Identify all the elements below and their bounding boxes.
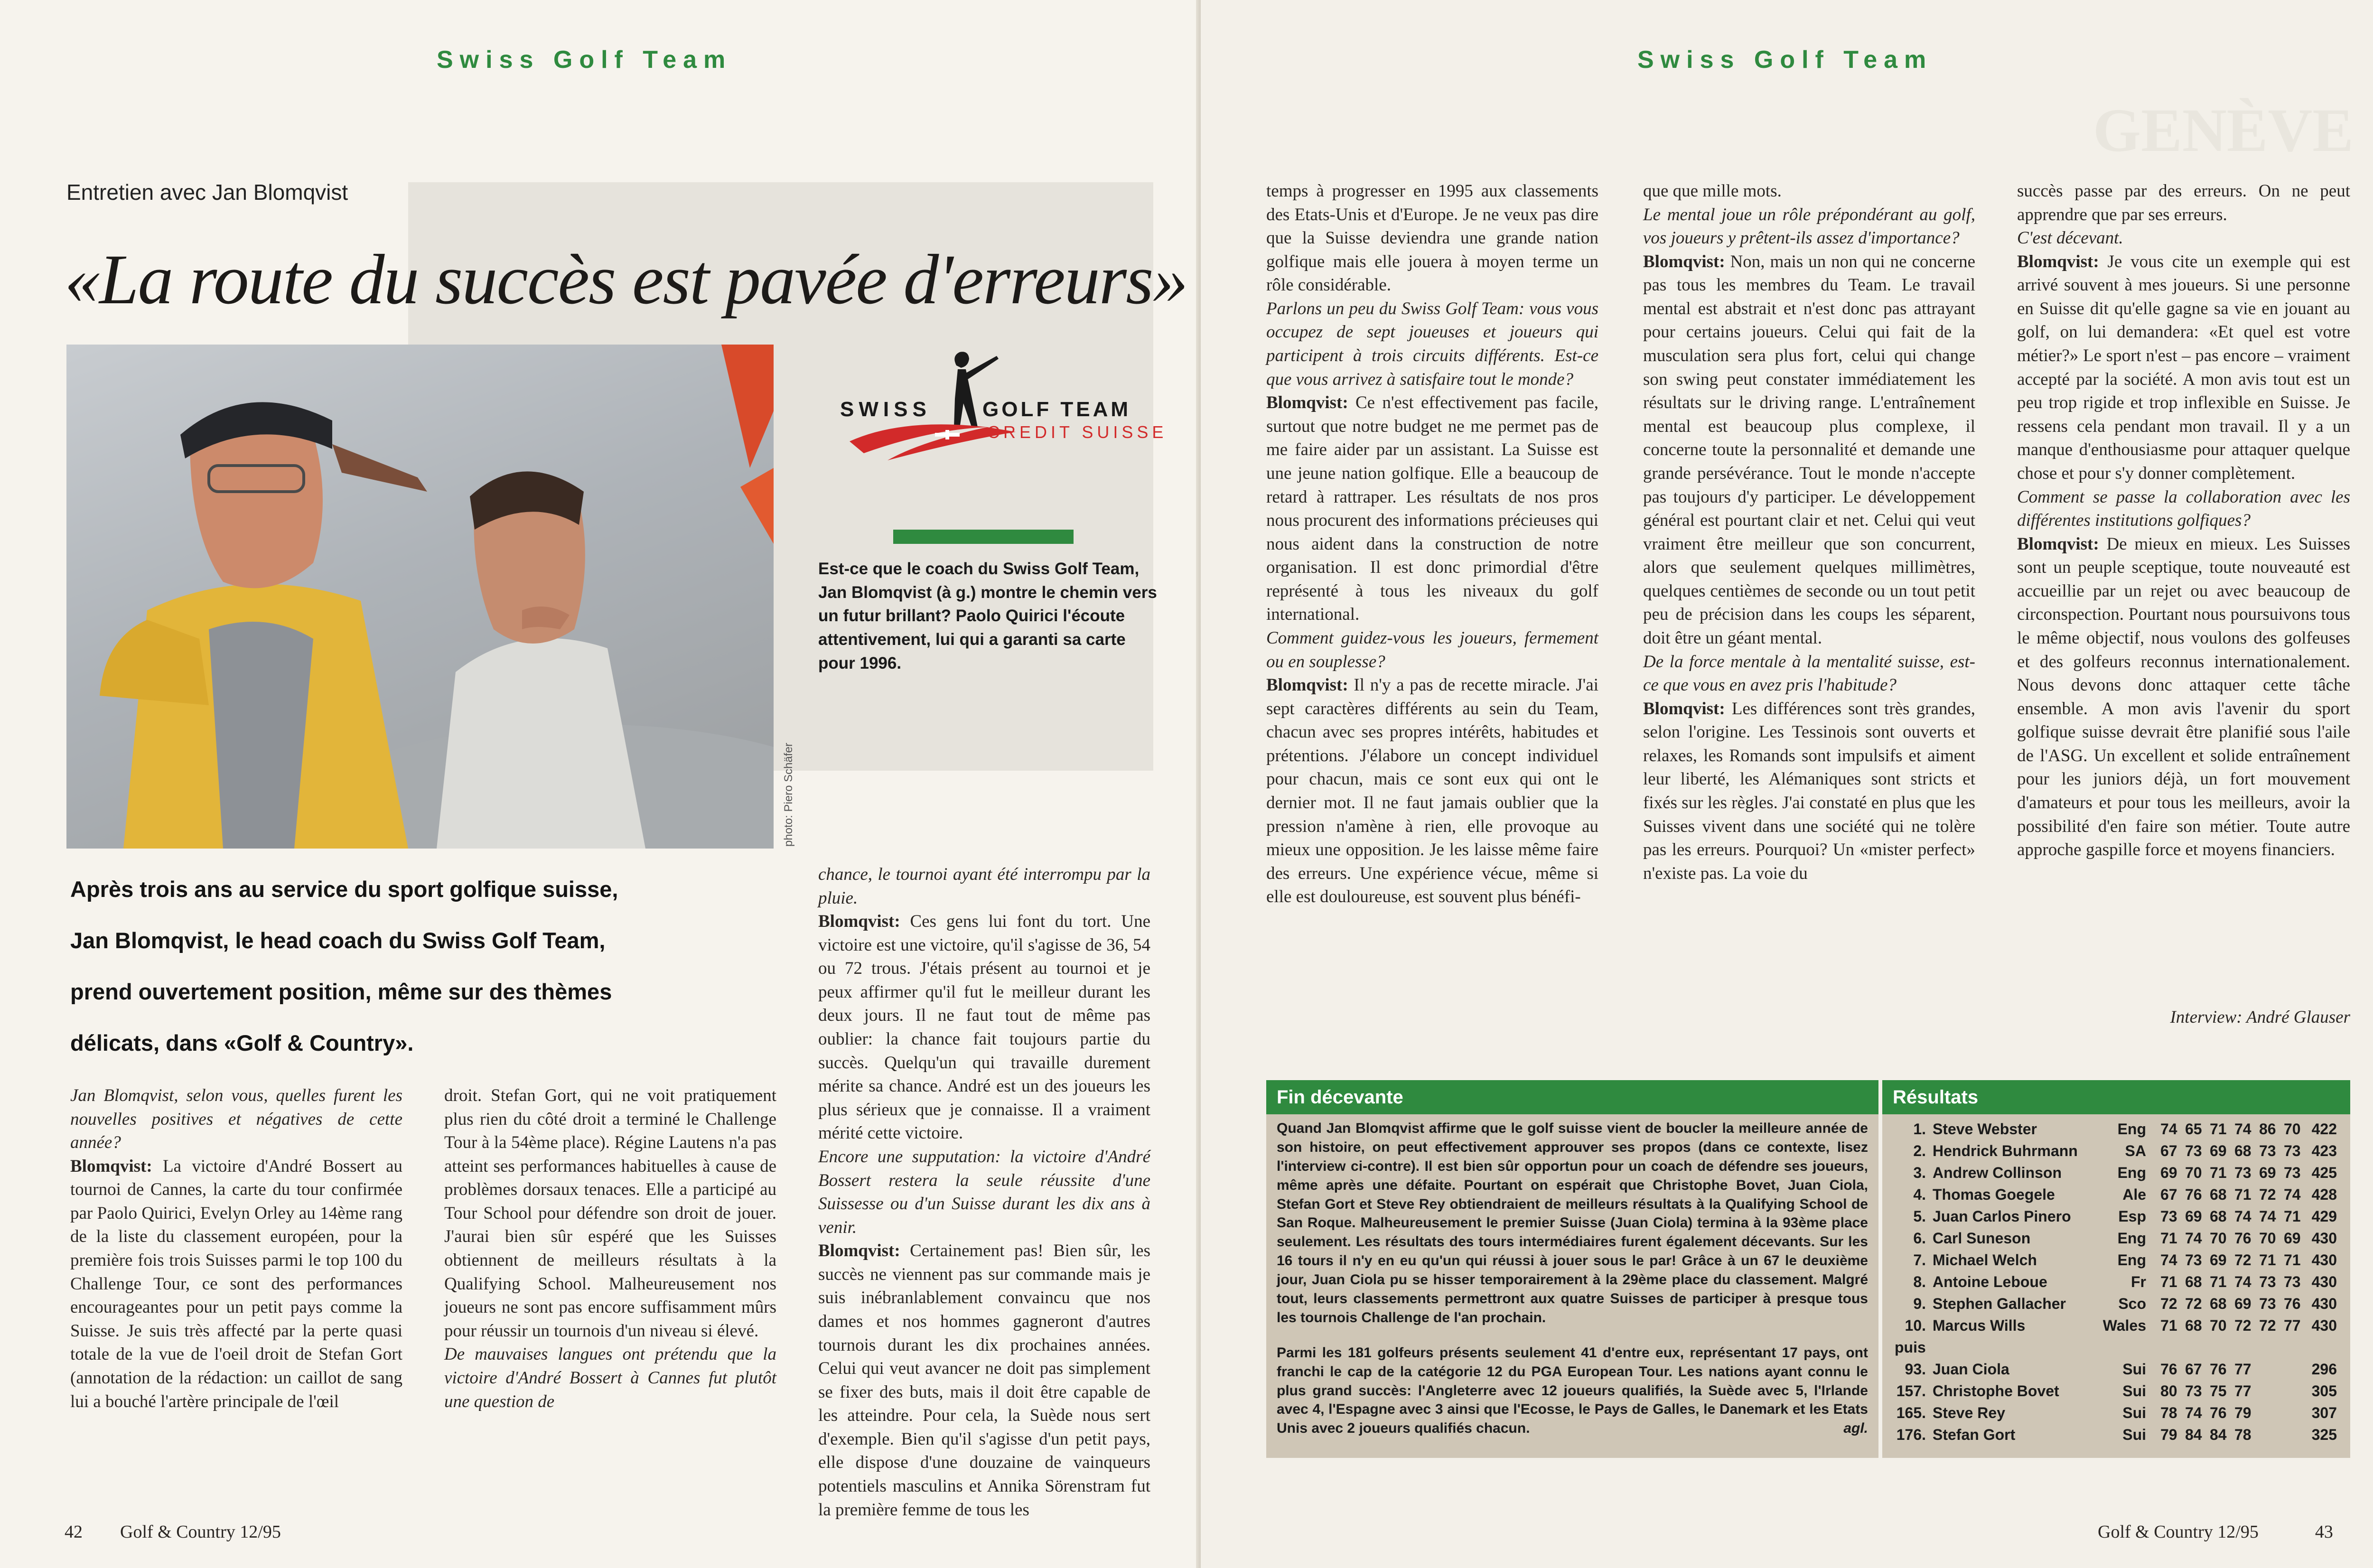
separator-label: puis [1895, 1338, 1926, 1356]
footer-left [65, 1521, 281, 1542]
speaker-label: Blomqvist: [1266, 393, 1348, 413]
round-score: 71 [2210, 1273, 2227, 1290]
interview-question: Parlons un peu du Swiss Golf Team: vous vous occupez de sept joueuses et joueurs qui participent à trois circuits différents. Est-ce que vous arrivez à satisfaire tout le monde? [1266, 299, 1598, 389]
round-score: 68 [2185, 1273, 2202, 1290]
logo-text-golf-team: GOLF TEAM [982, 398, 1131, 421]
round-score: 69 [2185, 1207, 2202, 1225]
round-score [2259, 1380, 2284, 1402]
round-score: 71 [2234, 1185, 2252, 1203]
round-score: 73 [2185, 1142, 2202, 1159]
round-score: 74 [2185, 1229, 2202, 1247]
intro-line: Après trois ans au service du sport golfique suisse, [70, 877, 618, 902]
interview-answer [2017, 250, 2350, 485]
round-score: 73 [2259, 1295, 2276, 1312]
total-score: 307 [2311, 1404, 2337, 1421]
round-score: 74 [2160, 1120, 2177, 1138]
photo-caption: Est-ce que le coach du Swiss Golf Team, Jan Blomqvist (à g.) montre le chemin vers un futur brillant? Paolo Quirici l'écoute attentivement, lui qui a garanti sa carte pour 1996. [818, 560, 1157, 672]
article-column-6 [2017, 179, 2350, 862]
sidebar-paragraph: Parmi les 181 golfeurs présents seulement 41 d'entre eux, représentant 17 pays, ont franchi le cap de la catégorie 12 du PGA European Tour. Les nations ayant connu le plus grand succès: l'Angleterre avec 12 joueurs qualifiés, la Suède avec 5, l'Irlande avec 4, l'Espagne avec 3 ainsi que l'Ecosse, le Pays de Galles, le Danemark et les Etats Unis avec 2 joueurs qualifiés chacun. agl. [1277, 1344, 1868, 1438]
table-row [1893, 1315, 2337, 1336]
page-number: 43 [2315, 1522, 2333, 1542]
interview-byline: Interview: André Glauser [2170, 1008, 2350, 1027]
results-table [1893, 1118, 2337, 1446]
total-score: 430 [2311, 1295, 2337, 1312]
interview-question: De mauvaises langues ont prétendu que la victoire d'André Bossert à Cannes fut plutôt une question de [444, 1344, 776, 1411]
round-score: 71 [2284, 1251, 2301, 1269]
nationality: Sui [2122, 1382, 2146, 1400]
rank: 8. [1913, 1273, 1926, 1290]
total-score: 428 [2311, 1185, 2337, 1203]
round-score: 78 [2234, 1426, 2252, 1443]
player-name: Stefan Gort [1933, 1426, 2016, 1443]
sidebar-box [1266, 1080, 1878, 1458]
rank: 5. [1913, 1207, 1926, 1225]
rank: 157. [1896, 1382, 1926, 1400]
round-score: 69 [2210, 1251, 2227, 1269]
round-score: 80 [2160, 1382, 2177, 1400]
nationality: Sui [2122, 1404, 2146, 1421]
section-header: Swiss Golf Team [1637, 46, 1933, 74]
player-name: Stephen Gallacher [1933, 1295, 2066, 1312]
player-name: Steve Webster [1933, 1120, 2037, 1138]
nationality: Eng [2117, 1229, 2146, 1247]
round-score [2284, 1380, 2308, 1402]
round-score: 71 [2259, 1251, 2276, 1269]
interview-answer [2017, 532, 2350, 862]
nationality: Sui [2122, 1360, 2146, 1378]
round-score [2259, 1402, 2284, 1424]
round-score: 67 [2160, 1185, 2177, 1203]
table-row [1893, 1140, 2337, 1162]
swiss-golf-team-logo [835, 346, 1168, 460]
round-score: 71 [2160, 1316, 2177, 1334]
nationality: Wales [2102, 1316, 2146, 1334]
round-score [2284, 1424, 2308, 1446]
round-score: 73 [2185, 1382, 2202, 1400]
answer-text: Ces gens lui font du tort. Une victoire est une victoire, qu'il s'agisse de 36, 54 ou 72 trous. J'étais présent au tournoi et je peux affirmer qu'il fut le meilleur durant les deux jours. Il ne faut tout de même pas oublier: la chance fait toujours partie du succès. Quelqu'un qui travaille durement mérite sa chance. André est un des joueurs les plus sérieux que je connaisse. Il a vraiment mérité cette victoire. [818, 912, 1150, 1143]
round-score: 75 [2210, 1382, 2227, 1400]
round-score: 73 [2259, 1142, 2276, 1159]
article-intro [70, 864, 782, 1069]
rank: 93. [1905, 1360, 1926, 1378]
round-score: 79 [2160, 1426, 2177, 1443]
total-score: 423 [2311, 1142, 2337, 1159]
speaker-label: Blomqvist: [818, 912, 900, 932]
article-column-1 [70, 1084, 402, 1413]
rank: 10. [1905, 1316, 1926, 1334]
table-row [1893, 1293, 2337, 1315]
player-name: Thomas Goegele [1933, 1185, 2055, 1203]
answer-text: De mieux en mieux. Les Suisses sont un peuple sceptique, toute nouveauté est accueillie par un rejet ou avec beaucoup de circonspection. Pourtant nous poursuivons tous le même objectif, nous voulons des golfeuses et des golfeurs reconnus internationalement. Nous devons donc attaquer cette tâche ensemble. A mon avis l'avenir du sport golfique suisse devrait être planifié sous l'aile de l'ASG. Un excellent et solide entraînement pour les juniors déjà, un fort mouvement d'amateurs et pour tous les meilleurs, avoir la possibilité d'en faire son métier. Toute autre approche gaspille force et moyens financiers. [2017, 534, 2350, 860]
interview-answer [1643, 697, 1975, 886]
speaker-label: Blomqvist: [2017, 252, 2099, 271]
nationality: Fr [2131, 1273, 2146, 1290]
table-row [1893, 1358, 2337, 1380]
answer-text: Certainement pas! Bien sûr, les succès ne viennent pas sur commande mais je suis inébranlablement convaincu que nos dames et nos hommes gagneront d'autres tournois durant les dix prochaines années. Celui qui veut avancer ne doit pas simplement se fixer des buts, mais il doit être capable de les atteindre. Pour cela, la Suède nous sert d'exemple. Bien qu'il s'agisse d'un petit pays, elle dispose d'une douzaine de vainqueurs potentiels masculins et Annika Sörenstram fut la première femme de tous les [818, 1241, 1150, 1520]
total-score: 425 [2311, 1164, 2337, 1181]
round-score: 71 [2210, 1164, 2227, 1181]
background-show-through: GENÈVE [2093, 96, 2354, 165]
right-page [1201, 0, 2373, 1568]
intro-line: prend ouvertement position, même sur des thèmes [70, 979, 612, 1005]
sidebar-body [1266, 1114, 1878, 1443]
interview-question: De la force mentale à la mentalité suisse, est-ce que vous en avez pris l'habitude? [1643, 652, 1975, 695]
round-score: 72 [2234, 1251, 2252, 1269]
rank: 4. [1913, 1185, 1926, 1203]
article-column-4 [1266, 179, 1598, 909]
round-score: 68 [2234, 1142, 2252, 1159]
round-score: 70 [2185, 1164, 2202, 1181]
speaker-label: Blomqvist: [818, 1241, 900, 1261]
table-row [1893, 1184, 2337, 1205]
table-row [1893, 1205, 2337, 1227]
answer-text: Non, mais un non qui ne concerne pas tous les membres du Team. Le travail mental est abstrait et n'est donc pas attrayant pour certains joueurs. Celui qui fait de la musculation sera plus fort, celui qui change son swing peut constater immédiatement les résultats sur le driving range. L'entraînement mental est beaucoup plus complexe, il concerne toute la personnalité et demande une grande persévérance. Tout le monde n'accepte pas toujours d'y participer. Le développement général est pourtant clair et net. Celui qui veut vraiment être meilleur que son concurrent, alors que seulement quelques millimètres, quelques centièmes de seconde ou un tout petit peu de précision dans les coups les séparent, doit être un géant mental. [1643, 252, 1975, 648]
round-score: 73 [2259, 1273, 2276, 1290]
player-name: Marcus Wills [1933, 1316, 2026, 1334]
total-score: 429 [2311, 1207, 2337, 1225]
section-header: Swiss Golf Team [437, 46, 732, 74]
player-name: Christophe Bovet [1933, 1382, 2059, 1400]
player-name: Antoine Leboue [1933, 1273, 2047, 1290]
results-title: Résultats [1882, 1080, 2350, 1114]
round-score: 74 [2160, 1251, 2177, 1269]
round-score: 73 [2160, 1207, 2177, 1225]
article-column-2 [444, 1084, 776, 1413]
round-score [2259, 1358, 2284, 1380]
round-score: 78 [2160, 1404, 2177, 1421]
article-paragraph: que que mille mots. [1643, 181, 1782, 201]
interview-answer [1266, 391, 1598, 626]
round-score: 68 [2210, 1185, 2227, 1203]
round-score: 73 [2234, 1164, 2252, 1181]
round-score: 74 [2234, 1120, 2252, 1138]
round-score: 67 [2160, 1142, 2177, 1159]
total-score: 422 [2311, 1120, 2337, 1138]
article-headline: «La route du succès est pavée d'erreurs» [65, 240, 1187, 319]
player-name: Juan Carlos Pinero [1933, 1207, 2071, 1225]
interview-answer [818, 910, 1150, 1145]
round-score: 65 [2185, 1120, 2202, 1138]
round-score: 71 [2160, 1273, 2177, 1290]
interview-question: Encore une supputation: la victoire d'André Bossert restera la seule réussite d'une Suissesse ou d'un Suisse durant les dix ans à venir. [818, 1147, 1150, 1237]
round-score: 74 [2284, 1185, 2301, 1203]
publication-name: Golf & Country 12/95 [120, 1522, 281, 1542]
speaker-label: Blomqvist: [70, 1156, 152, 1176]
round-score: 76 [2185, 1185, 2202, 1203]
table-row [1893, 1336, 2337, 1358]
total-score: 325 [2311, 1426, 2337, 1443]
round-score [2259, 1424, 2284, 1446]
total-score: 430 [2311, 1316, 2337, 1334]
round-score: 74 [2234, 1273, 2252, 1290]
answer-text: Les différences sont très grandes, selon l'origine. Les Tessinois sont ouverts et relaxes, les Romands sont impulsifs et aiment leur liberté, les Alémaniques sont stricts et fixés sur les règles. J'ai constaté en plus que les Suisses vivent dans une société qui ne tolère pas les erreurs. Pourquoi? Un «mister perfect» n'existe pas. La voie du [1643, 699, 1975, 883]
interview-answer [818, 1239, 1150, 1521]
nationality: Eng [2117, 1120, 2146, 1138]
interview-question: Comment guidez-vous les joueurs, fermement ou en souplesse? [1266, 628, 1598, 672]
rank: 176. [1896, 1426, 1926, 1443]
photo-credit: photo: Piero Schäfer [782, 743, 795, 847]
nationality: Ale [2122, 1185, 2146, 1203]
total-score: 430 [2311, 1229, 2337, 1247]
answer-text: La victoire d'André Bossert au tournoi de Cannes, la carte du tour confirmée par Paolo Quirici, Evelyn Orley au 14ème rang de la liste du classement européen, pour la première fois trois Suisses parmi le top 100 du Challenge Tour, ce sont des performances encourageantes pour un petit pays comme la Suisse. Je suis très affecté par la perte quasi totale de la vue de l'oeil droit de Stefan Gort (annotation de la rédaction: un caillot de sang lui a bouché l'artère principale de l'œil [70, 1156, 402, 1411]
photo-illustration [66, 345, 774, 849]
interview-question: chance, le tournoi ayant été interrompu par la pluie. [818, 865, 1150, 908]
article-photo [66, 345, 774, 849]
article-kicker: Entretien avec Jan Blomqvist [66, 180, 348, 205]
table-row [1893, 1227, 2337, 1249]
publication-name: Golf & Country 12/95 [2098, 1522, 2259, 1542]
interview-question: Le mental joue un rôle prépondérant au golf, vos joueurs y prêtent-ils assez d'importance? [1643, 205, 1975, 248]
round-score: 68 [2210, 1295, 2227, 1312]
round-score: 68 [2210, 1207, 2227, 1225]
table-row [1893, 1162, 2337, 1184]
rank: 1. [1913, 1120, 1926, 1138]
table-row [1893, 1271, 2337, 1293]
round-score: 67 [2185, 1360, 2202, 1378]
round-score: 70 [2210, 1229, 2227, 1247]
nationality: Eng [2117, 1251, 2146, 1269]
player-name: Carl Suneson [1933, 1229, 2031, 1247]
article-column-3 [818, 863, 1150, 1521]
rank: 2. [1913, 1142, 1926, 1159]
interview-answer [1266, 673, 1598, 909]
round-score: 79 [2234, 1404, 2252, 1421]
nationality: SA [2125, 1142, 2146, 1159]
round-score: 69 [2259, 1164, 2276, 1181]
round-score: 71 [2160, 1229, 2177, 1247]
round-score: 73 [2284, 1273, 2301, 1290]
total-score: 305 [2311, 1382, 2337, 1400]
player-name: Andrew Collinson [1933, 1164, 2062, 1181]
round-score: 73 [2185, 1251, 2202, 1269]
nationality: Sco [2118, 1295, 2146, 1312]
table-row [1893, 1424, 2337, 1446]
footer-right [2098, 1521, 2333, 1542]
interview-answer [1643, 250, 1975, 650]
sidebar-signature: agl. [1843, 1420, 1868, 1437]
round-score: 68 [2185, 1316, 2202, 1334]
total-score: 430 [2311, 1273, 2337, 1290]
round-score: 73 [2284, 1142, 2301, 1159]
answer-text: Je vous cite un exemple qui est arrivé souvent à mes joueurs. Si une personne en Suisse dit qu'elle gagne sa vie en jouant au golf, on lui demandera: «Et quel est votre métier?» Le sport n'est – pas encore – vraiment accepté par la société. A mon avis tout est un peu trop rigide et trop inflexible en Suisse. Je ressens cela pendant mon travail. Il y a un manque d'enthousiasme pour attaquer quelque chose et pour s'y donner complètement. [2017, 252, 2350, 483]
table-row [1893, 1118, 2337, 1140]
round-score: 70 [2210, 1316, 2227, 1334]
article-paragraph: droit. Stefan Gort, qui ne voit pratiquement plus rien du côté droit a terminé le Challenge Tour à la 54ème place). Régine Lautens n'a pas atteint ses performances habituelles à cause de problèmes dorsaux tenaces. Elle a participé au Tour School pour défendre son droit de jouer. J'aurai bien sûr espéré que les Suisses obtiennent de meilleurs résultats à la Qualifying School. Malheureusement nos joueurs ne sont pas encore suffisamment mûrs pour réussir un tournois d'un niveau si élevé. [444, 1086, 776, 1341]
rank: 6. [1913, 1229, 1926, 1247]
logo-text-swiss: SWISS [840, 398, 931, 421]
table-row [1893, 1402, 2337, 1424]
round-score: 69 [2284, 1229, 2301, 1247]
player-name: Juan Ciola [1933, 1360, 2009, 1378]
round-score: 77 [2234, 1382, 2252, 1400]
answer-text: Il n'y a pas de recette miracle. J'ai sept caractères différents au sein du Team, chacun avec ses propres intérêts, habitudes et prétentions. J'élabore un concept individuel pour chacun, mais ce sont eux qui ont le dernier mot. Il ne faut jamais oublier que la pression n'amène à rien, elle provoque au mieux une opposition. Je les laisse même faire des erreurs. Une expérience vécue, même si elle est douloureuse, est souvent plus bénéfi- [1266, 675, 1598, 907]
round-score: 70 [2284, 1120, 2301, 1138]
round-score: 86 [2259, 1120, 2276, 1138]
round-score: 72 [2185, 1295, 2202, 1312]
round-score: 77 [2234, 1360, 2252, 1378]
speaker-label: Blomqvist: [1643, 252, 1725, 271]
interview-question: C'est décevant. [2017, 228, 2123, 248]
round-score: 76 [2160, 1360, 2177, 1378]
round-score: 69 [2160, 1164, 2177, 1181]
article-paragraph: temps à progresser en 1995 aux classements des Etats-Unis et d'Europe. Je ne veux pas dire que la Suisse deviendra une grande nation golfique mais elle jouera à moyen terme un rôle considérable. [1266, 181, 1598, 295]
round-score: 72 [2259, 1316, 2276, 1334]
nationality: Sui [2122, 1426, 2146, 1443]
round-score: 76 [2210, 1360, 2227, 1378]
player-name: Michael Welch [1933, 1251, 2037, 1269]
round-score: 71 [2210, 1120, 2227, 1138]
speaker-label: Blomqvist: [1643, 699, 1725, 719]
table-row [1893, 1380, 2337, 1402]
article-paragraph: succès passe par des erreurs. On ne peut apprendre que par ses erreurs. [2017, 181, 2350, 224]
intro-line: Jan Blomqvist, le head coach du Swiss Golf Team, [70, 928, 606, 953]
round-score: 74 [2185, 1404, 2202, 1421]
nationality: Esp [2118, 1207, 2146, 1225]
round-score: 72 [2259, 1185, 2276, 1203]
interview-answer [70, 1155, 402, 1413]
round-score [2284, 1402, 2308, 1424]
player-name: Hendrick Buhrmann [1933, 1142, 2078, 1159]
round-score: 76 [2234, 1229, 2252, 1247]
speaker-label: Blomqvist: [2017, 534, 2099, 554]
logo-text-credit-suisse: CREDIT SUISSE [987, 422, 1168, 442]
caption-rule [893, 530, 1074, 544]
speaker-label: Blomqvist: [1266, 675, 1348, 695]
round-score: 72 [2160, 1295, 2177, 1312]
round-score: 69 [2234, 1295, 2252, 1312]
round-score: 70 [2259, 1229, 2276, 1247]
interview-question: Comment se passe la collaboration avec les différentes institutions golfiques? [2017, 487, 2350, 531]
sidebar-paragraph: Quand Jan Blomqvist affirme que le golf suisse vient de boucler la meilleure année de son histoire, on peut effectivement approuver ses propos (dans ce contexte, lisez l'interview ci-contre). Il est bien sûr opportun pour un coach de défendre ses joueurs, même après une défaite. Pourtant on espérait que Christophe Bovet, Juan Ciola, Stefan Gort et Steve Rey obtiendraient de meilleurs résultats à la Qualifying School de San Roque. Malheureusement le premier Suisse (Juan Ciola) termina à la 93ème place seulement. Les résultats des tours intermédiaires furent également décevants. Sur les 16 tours il n'y en eu qu'un qui réussi à jouer sous le par! Grâce à un 67 le deuxième jour, Juan Ciola pu se hisser temporairement à la 29ème place du classement. Malgré tout, leurs classements permettront aux quatre Suisses de participer à presque tous les tournois Challenge de l'an prochain. [1277, 1120, 1868, 1325]
rank: 165. [1896, 1404, 1926, 1421]
round-score [2284, 1358, 2308, 1380]
answer-text: Ce n'est effectivement pas facile, surtout que notre budget ne me permet pas de me faire aider par un assistant. La Suisse est une jeune nation golfique. Elle a beaucoup de retard à rattraper. Les résultats de nos pros nous procurent des informations précieuses qui nous aident dans la construction de notre organisation. Il est donc primordial d'être représenté à tous les niveaux du golf international. [1266, 393, 1598, 625]
round-score: 74 [2234, 1207, 2252, 1225]
sidebar-title: Fin décevante [1266, 1080, 1878, 1114]
interview-question: Jan Blomqvist, selon vous, quelles furent les nouvelles positives et négatives de cette année? [70, 1086, 402, 1153]
player-name: Steve Rey [1933, 1404, 2005, 1421]
round-score: 69 [2210, 1142, 2227, 1159]
round-score: 76 [2284, 1295, 2301, 1312]
nationality: Eng [2117, 1164, 2146, 1181]
round-score: 71 [2284, 1207, 2301, 1225]
total-score: 430 [2311, 1251, 2337, 1269]
rank: 7. [1913, 1251, 1926, 1269]
round-score: 72 [2234, 1316, 2252, 1334]
round-score: 74 [2259, 1207, 2276, 1225]
results-box [1882, 1080, 2350, 1458]
rank: 3. [1913, 1164, 1926, 1181]
round-score: 76 [2210, 1404, 2227, 1421]
round-score: 73 [2284, 1164, 2301, 1181]
page-number: 42 [65, 1522, 83, 1542]
round-score: 84 [2185, 1426, 2202, 1443]
round-score: 84 [2210, 1426, 2227, 1443]
article-column-5 [1643, 179, 1975, 885]
intro-line: délicats, dans «Golf & Country». [70, 1030, 414, 1056]
total-score: 296 [2311, 1360, 2337, 1378]
round-score: 77 [2284, 1316, 2301, 1334]
table-row [1893, 1249, 2337, 1271]
rank: 9. [1913, 1295, 1926, 1312]
